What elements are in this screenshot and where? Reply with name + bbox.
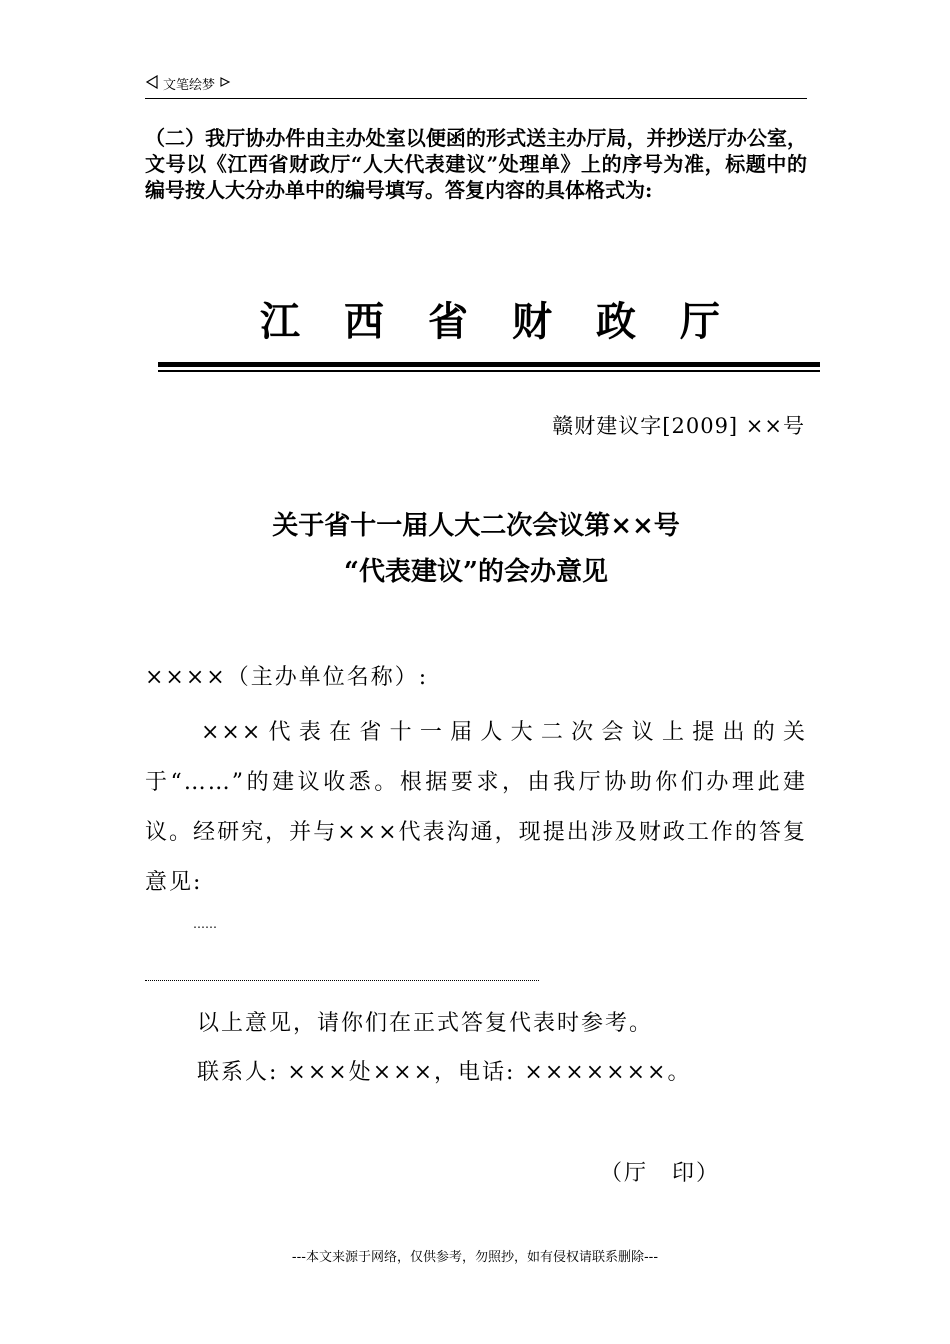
intro-paragraph: （二）我厅协办件由主办处室以便函的形式送主办厅局，并抄送厅办公室，文号以《江西省财政厅“人大代表建议”处理单》上的序号为准，标题中的编号按人大分办单中的编号填写。答复内容的具体格式为: bbox=[145, 126, 807, 202]
contact-line: 联系人: ×××处×××，电话: ×××××××。 bbox=[197, 1060, 692, 1085]
title-rule-thin bbox=[158, 370, 820, 372]
closing-line: 以上意见，请你们在正式答复代表时参考。 bbox=[197, 1011, 654, 1036]
document-title-line-2: “代表建议”的会办意见 bbox=[344, 557, 608, 587]
page-header bbox=[145, 74, 807, 98]
dotted-separator bbox=[145, 980, 539, 981]
document-title-line-1: 关于省十一届人大二次会议第××号 bbox=[272, 511, 680, 541]
seal-placeholder: （厅 印） bbox=[600, 1161, 721, 1186]
salutation: ××××（主办单位名称）: bbox=[145, 665, 429, 690]
header-title: 文笔绘梦 bbox=[163, 78, 216, 93]
document-number: 赣财建议字[2009] ××号 bbox=[552, 414, 805, 438]
left-triangle-icon bbox=[145, 75, 159, 93]
body-paragraph: ×××代表在省十一届人大二次会议上提出的关于“……”的建议收悉。根据要求，由我厅协助你们办理此建议。经研究，并与×××代表沟通，现提出涉及财政工作的答复意见: bbox=[145, 720, 807, 895]
organization-title: 江西省财政厅 bbox=[260, 298, 764, 345]
right-triangle-icon bbox=[219, 76, 231, 92]
document-title bbox=[145, 503, 807, 595]
title-rule-thick bbox=[158, 362, 820, 367]
header-rule bbox=[145, 98, 807, 99]
footer-disclaimer: ---本文来源于网络，仅供参考，勿照抄，如有侵权请联系删除--- bbox=[291, 1250, 659, 1265]
content-ellipsis: …… bbox=[193, 917, 217, 931]
